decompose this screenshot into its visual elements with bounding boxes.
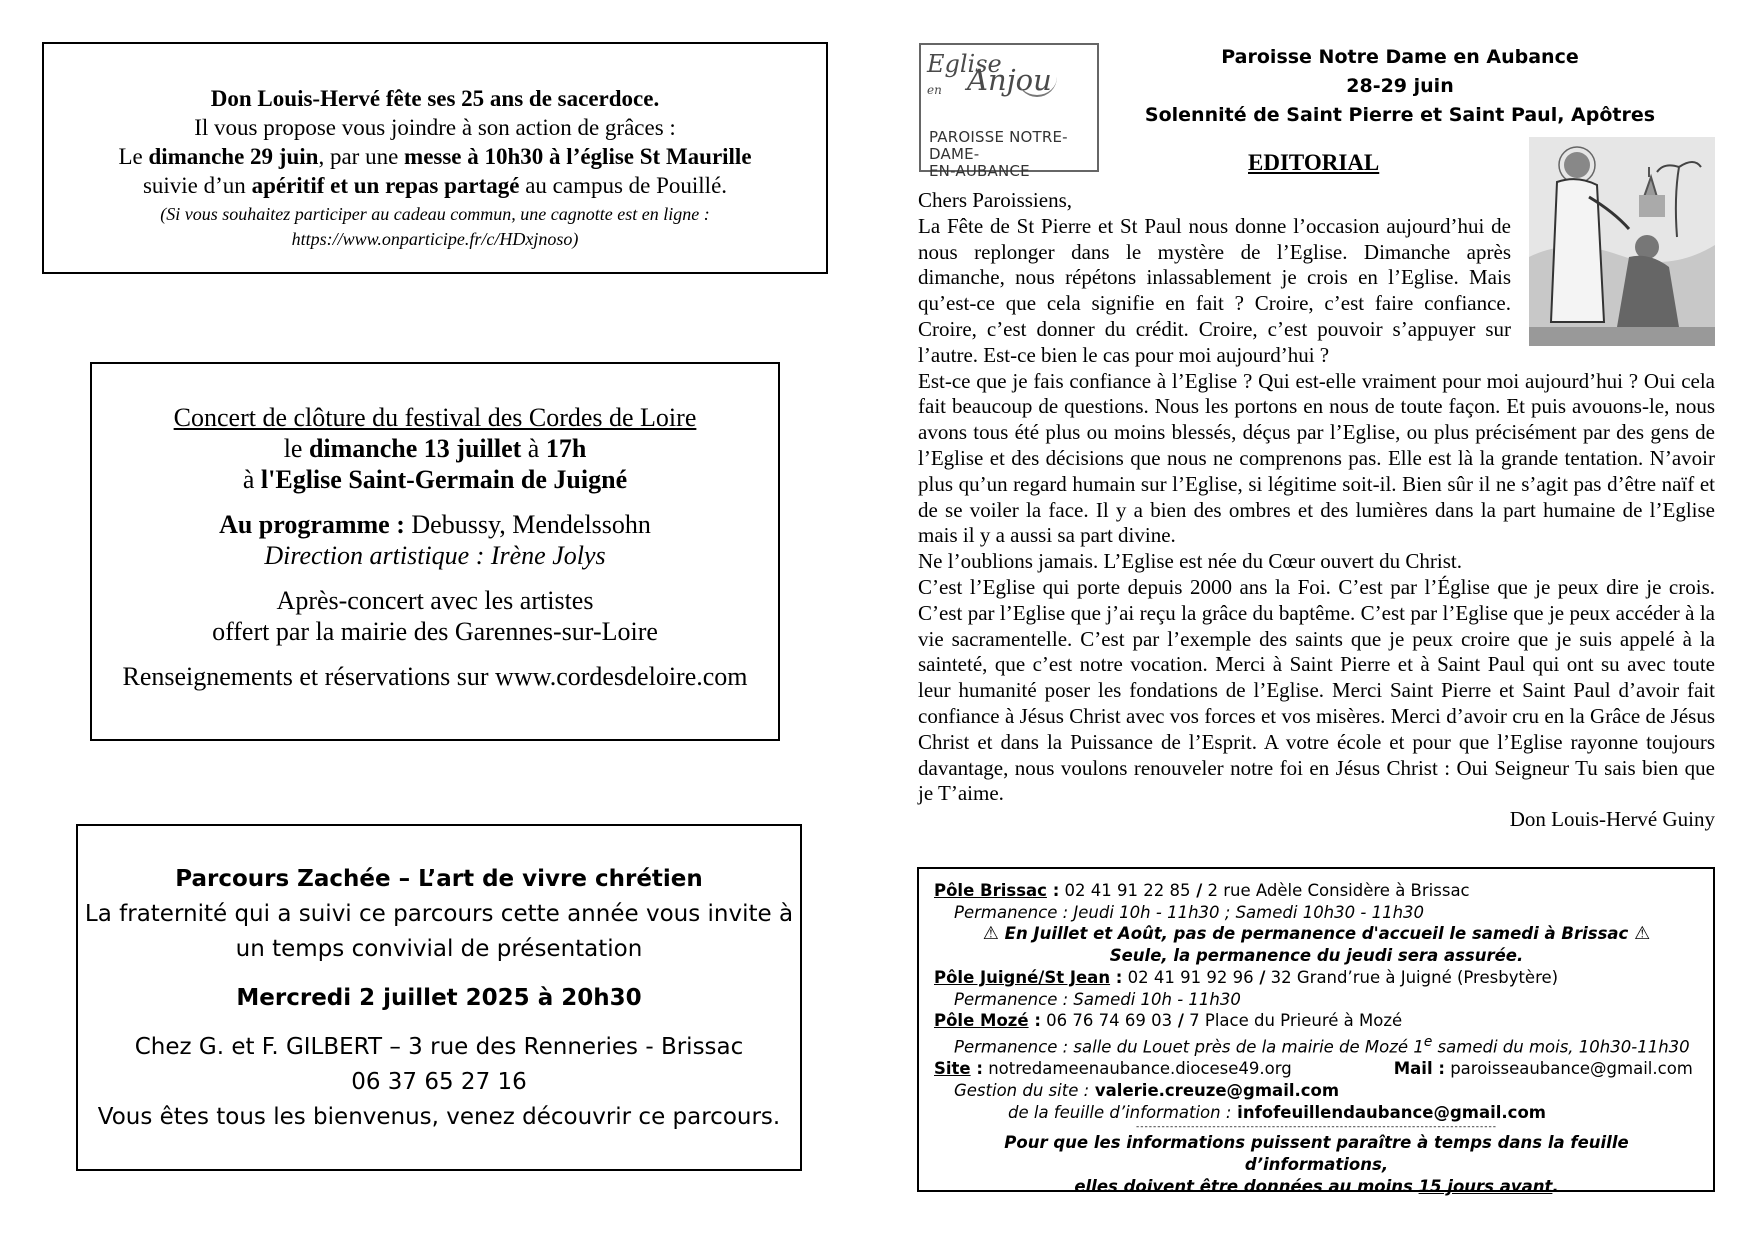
zachee-line1: La fraternité qui a suivi ce parcours cette année vous invite à [84,901,794,927]
brissac-label: Pôle Brissac [934,881,1047,900]
moze-permanence: Permanence : salle du Louet près de la mairie de Mozé 1e samedi du mois, 10h30-11h30 [954,1033,1690,1057]
juigne-phone: 02 41 91 92 96 [1122,967,1254,987]
concert-box [90,362,780,741]
concert-place: à l'Eglise Saint-Germain de Juigné [242,465,628,494]
zachee-line2: un temps convivial de présentation [235,936,643,962]
bulletin-header [1140,43,1660,130]
editorial-paragraph: Est-ce que je fais confiance à l’Eglise ? Qui est-elle vraiment pour moi aujourd’hui ? Oui cela fait beaucoup de questions. Nous les portons en nous de toute façon. Et puis avouons-le, nous avons tous été plus ou moins blessés, déçus par l’Eglise, ou plus précisément par des gens de l’Eglise et des décisions que nous ne comprenons pas. Elle est là la grande tentation. N’avoir plus qu’un regard humain sur l’Eglise, si légitime soit-il. Bien sûr il ne s’agit pas d’être naïf et de se voiler la face. Il y a bien des ombres et des lumières dans la part humaine de l’Eglise mais il y a aussi sa part divine. [918,368,1715,548]
jubilee-meal: apéritif et un repas partagé [251,173,520,198]
bulletin-email[interactable]: infofeuillendaubance@gmail.com [1231,1102,1546,1122]
feast-title: Solennité de Saint Pierre et Saint Paul, Apôtres [1144,104,1656,126]
manager-email[interactable]: valerie.creuze@gmail.com [1089,1080,1340,1100]
jubilee-title: Don Louis-Hervé fête ses 25 ans de sacerdoce. [210,86,660,111]
summer-notice-line2: Seule, la permanence du jeudi sera assurée. [1109,946,1524,966]
zachee-address: Chez G. et F. GILBERT – 3 rue des Renneries - Brissac [134,1034,744,1060]
editorial-title: EDITORIAL [1248,150,1380,175]
zachee-date: Mercredi 2 juillet 2025 à 20h30 [236,985,642,1011]
brissac-line: Pôle Brissac : 02 41 91 22 85 / 2 rue Adèle Considère à Brissac [934,881,1470,900]
editorial-paragraph: La Fête de St Pierre et St Paul nous donne l’occasion aujourd’hui de nous replonger dans le mystère de l’Eglise. Dimanche après dimanche, nous répétons inlassablement je crois en l’Eglise. Mais qu’est-ce que cela signifie en fait ? Croire, c’est faire confiance. Croire, c’est donner du crédit. Croire, c’est pouvoir s’appuyer sur l’autre. Est-ce bien le cas pour moi aujourd’hui ? [918,213,1511,367]
site-manager: Gestion du site : valerie.creuze@gmail.com [954,1080,1340,1100]
editorial-greeting: Chers Paroissiens, [918,188,1072,212]
gift-link[interactable]: https://www.onparticipe.fr/c/HDxjnoso) [291,229,579,249]
warning-icon: ⚠ [982,923,999,945]
site-label: Site [934,1059,971,1079]
editorial-body [918,188,1715,833]
eglise-anjou-script: Eglise en Anjou [927,50,1052,97]
separator: ------------------------------------------------------------------------------------- [1135,1122,1498,1133]
site-mail-line: Site : notredameenaubance.diocese49.org Mail : paroisseaubance@gmail.com [934,1059,1693,1079]
jubilee-invitation: Il vous propose vous joindre à son action de grâces : [194,115,676,140]
concert-title: Concert de clôture du festival des Cordes de Loire [173,403,697,432]
juigne-line: Pôle Juigné/St Jean : 02 41 91 92 96 / 32 Grand’rue à Juigné (Presbytère) [934,967,1559,987]
moze-line: Pôle Mozé : 06 76 74 69 03 / 7 Place du Prieuré à Mozé [934,1011,1403,1031]
parish-name: Paroisse Notre Dame en Aubance [1221,46,1579,68]
deadline-note-line2: elles doivent être données au moins 15 jours avant. [1074,1176,1559,1196]
brissac-phone: 02 41 91 22 85 [1059,881,1191,900]
jubilee-date: dimanche 29 juin [148,144,319,169]
logo-text: PAROISSE NOTRE-DAME- EN-AUBANCE [929,128,1068,180]
mail-label: Mail : [1393,1059,1445,1079]
concert-date: le dimanche 13 juillet à 17h [283,434,587,463]
moze-address: 7 Place du Prieuré à Mozé [1183,1011,1403,1031]
bulletin-contact: de la feuille d’information : infofeuillendaubance@gmail.com [1008,1102,1546,1122]
zachee-welcome: Vous êtes tous les bienvenus, venez découvrir ce parcours. [97,1104,781,1130]
editorial-signature: Don Louis-Hervé Guiny [1509,807,1715,832]
bulletin-date: 28-29 juin [1346,75,1454,97]
concert-program: Au programme : Debussy, Mendelssohn [219,510,651,539]
concert-after-line2: offert par la mairie des Garennes-sur-Loire [212,617,658,646]
gift-note: (Si vous souhaitez participer au cadeau commun, une cagnotte est en ligne : https://www.onparticipe.fr/c/HDxjnoso) [44,202,826,252]
concert-info: Renseignements et réservations sur www.cordesdeloire.com [122,662,748,691]
editorial-paragraph: Ne l’oublions jamais. L’Eglise est née du Cœur ouvert du Christ. [918,549,1462,574]
contact-info-box [917,867,1715,1196]
site-link[interactable]: notredameenaubance.diocese49.org [982,1059,1292,1079]
warning-icon: ⚠ [1634,923,1651,945]
mail-link[interactable]: paroisseaubance@gmail.com [1444,1059,1693,1079]
jubilee-mass: messe à 10h30 à l’église St Maurille [404,144,752,169]
jubilee-mass-line: Le dimanche 29 juin, par une messe à 10h30 à l’église St Maurille [118,144,752,169]
juigne-address: 32 Grand’rue à Juigné (Presbytère) [1265,967,1559,987]
concert-direction: Direction artistique : Irène Jolys [264,541,606,570]
zachee-phone: 06 37 65 27 16 [351,1069,527,1095]
concert-after-line1: Après-concert avec les artistes [276,586,594,615]
editorial-paragraph: C’est l’Eglise qui porte depuis 2000 ans la Foi. C’est par l’Église que je peux dire je crois. C’est par l’Eglise que j’ai reçu la grâce du baptême. C’est par l’Eglise que je peux accéder à la vie sacramentelle. C’est par l’exemple des saints que je peux croire que je suis appelé à la sainteté, que c’est notre vocation. Merci à Saint Pierre et à Saint Paul qui ont su avec toute leur humanité poser les fondations de l’Eglise. Merci Saint Pierre et Saint Paul d’avoir fait confiance à Jésus Christ avec vos forces et vos misères. Merci d’avoir cru en la Grâce de Jésus Christ et dans la Puissance de l’Esprit. A votre école et pour que l’Eglise rayonne toujours davantage, nous voulons renouveler notre foi en Jésus Christ : Oui Seigneur Tu sais bien que je T’aime. [918,574,1715,806]
brissac-address: 2 rue Adèle Considère à Brissac [1202,881,1470,900]
deadline-note: Pour que les informations puissent paraître à temps dans la feuille d’informations, [1004,1133,1629,1174]
zachee-title: Parcours Zachée – L’art de vivre chrétien [175,866,703,892]
moze-label: Pôle Mozé [934,1011,1029,1031]
zachee-box [76,824,802,1171]
brissac-permanence: Permanence : Jeudi 10h - 11h30 ; Samedi 10h30 - 11h30 [954,902,1425,922]
jubilee-announcement-box [42,42,828,274]
moze-phone: 06 76 74 69 03 [1040,1011,1173,1031]
parish-logo [919,43,1099,180]
juigne-label: Pôle Juigné/St Jean [934,967,1111,987]
juigne-permanence: Permanence : Samedi 10h - 11h30 [954,989,1241,1009]
jubilee-meal-line: suivie d’un apéritif et un repas partagé au campus de Pouillé. [142,173,728,198]
summer-notice: ⚠ En Juillet et Août, pas de permanence d'accueil le samedi à Brissac ⚠ [982,923,1651,945]
